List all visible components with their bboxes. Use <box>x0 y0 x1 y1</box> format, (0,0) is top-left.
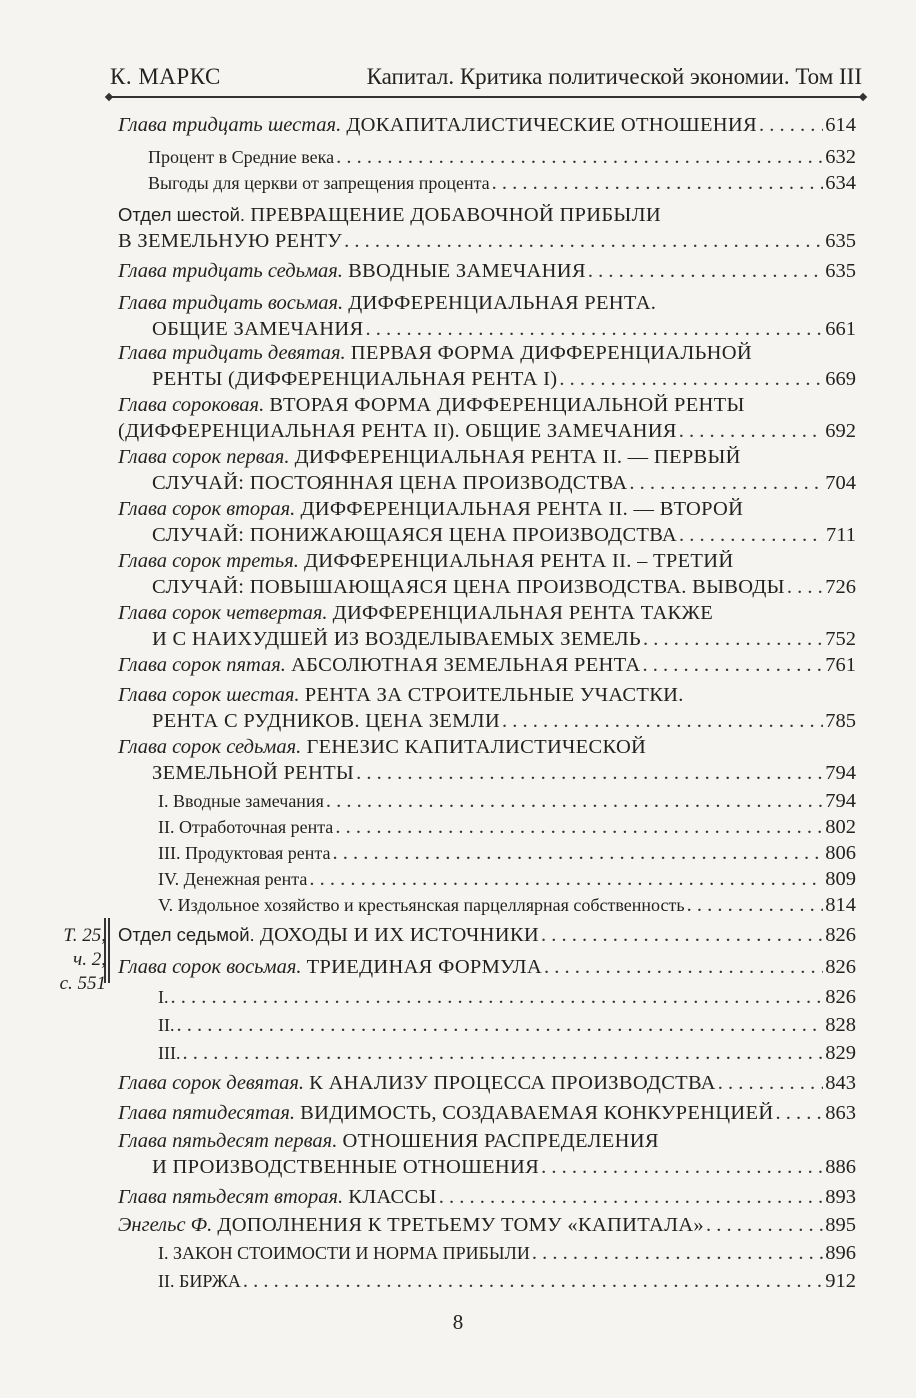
toc-entry-text: (ДИФФЕРЕНЦИАЛЬНАЯ РЕНТА II). ОБЩИЕ ЗАМЕЧАНИЯ <box>118 420 677 442</box>
toc-entry <box>158 984 856 1010</box>
toc-entry-title <box>118 548 733 574</box>
toc-entry-continuation <box>152 366 856 392</box>
toc-entry-text: ВИДИМОСТЬ, СОЗДАВАЕМАЯ КОНКУРЕНЦИЕЙ <box>300 1102 774 1124</box>
toc-entry-continuation <box>152 708 856 734</box>
toc-entry-title <box>158 984 169 1010</box>
margin-note-line: ч. 2, <box>73 949 106 970</box>
toc-entry-text: АБСОЛЮТНАЯ ЗЕМЕЛЬНАЯ РЕНТА <box>291 654 641 676</box>
toc-page-number: 826 <box>825 924 856 946</box>
toc-entry-text: СЛУЧАЙ: ПОВЫШАЮЩАЯСЯ ЦЕНА ПРОИЗВОДСТВА. ВЫВОДЫ <box>152 576 785 598</box>
dot-leader <box>365 316 823 342</box>
toc-entry-text: ДИФФЕРЕНЦИАЛЬНАЯ РЕНТА. <box>348 292 657 314</box>
toc-entry-continuation <box>152 626 856 652</box>
toc-entry-title <box>118 496 743 522</box>
toc-entry <box>118 1184 856 1210</box>
toc-page-number: 794 <box>825 762 856 784</box>
toc-page-number: 829 <box>825 1042 856 1064</box>
toc-entry-continuation <box>152 316 856 342</box>
toc-page-number: 711 <box>826 524 856 546</box>
toc-entry-text: РЕНТА С РУДНИКОВ. ЦЕНА ЗЕМЛИ <box>152 710 500 732</box>
toc-page-number: 826 <box>825 986 856 1008</box>
toc-entry-text: ПЕРВАЯ ФОРМА ДИФФЕРЕНЦИАЛЬНОЙ <box>350 342 752 364</box>
toc-entry-text: I. ЗАКОН СТОИМОСТИ И НОРМА ПРИБЫЛИ <box>158 1243 530 1263</box>
toc-entry-prefix: Глава сорок девятая. <box>118 1072 305 1094</box>
toc-page-number: 886 <box>825 1156 856 1178</box>
header-author: К. МАРКС <box>110 64 221 89</box>
toc-entry-text: II. БИРЖА <box>158 1271 241 1291</box>
toc-entry-title <box>158 814 333 840</box>
toc-entry-text: СЛУЧАЙ: ПОНИЖАЮЩАЯСЯ ЦЕНА ПРОИЗВОДСТВА <box>152 524 678 546</box>
toc-entry-title <box>118 652 641 678</box>
toc-entry-continuation <box>152 1154 856 1180</box>
dot-leader <box>344 228 823 254</box>
toc-entry-title <box>118 922 539 948</box>
toc-page-number: 669 <box>825 368 856 390</box>
dot-leader <box>532 1240 823 1266</box>
toc-entry-prefix: Глава сорок шестая. <box>118 684 300 706</box>
toc-entry <box>118 1128 856 1154</box>
dot-leader <box>775 1100 823 1126</box>
dot-leader <box>309 866 823 892</box>
margin-note-line: с. 551 <box>59 973 106 994</box>
toc-entry <box>118 444 856 470</box>
toc-entry-text: II. Отработочная рента <box>158 817 334 837</box>
dot-leader <box>182 1040 823 1066</box>
toc-page-number: 843 <box>825 1072 856 1094</box>
toc-entry-prefix: Глава сорок пятая. <box>118 654 286 676</box>
dot-leader <box>679 522 824 548</box>
dot-leader <box>787 574 823 600</box>
dot-leader <box>629 470 823 496</box>
dot-leader <box>356 760 823 786</box>
toc-entry <box>158 788 856 814</box>
toc-entry <box>158 1268 856 1294</box>
toc-page-number: 785 <box>825 710 856 732</box>
toc-entry <box>118 652 856 678</box>
toc-entry-continuation <box>118 418 856 444</box>
toc-page-number: 614 <box>825 114 856 136</box>
toc-entry-text: ГЕНЕЗИС КАПИТАЛИСТИЧЕСКОЙ <box>306 736 647 758</box>
toc-entry-text: РЕНТА ЗА СТРОИТЕЛЬНЫЕ УЧАСТКИ. <box>304 684 684 706</box>
toc-entry <box>118 1070 856 1096</box>
toc-entry <box>158 892 856 918</box>
toc-entry-title <box>118 682 684 708</box>
dot-leader <box>544 954 823 980</box>
toc-entry-title <box>118 1184 437 1210</box>
toc-entry-text: И ПРОИЗВОДСТВЕННЫЕ ОТНОШЕНИЯ <box>152 1156 540 1178</box>
toc-entry-prefix: Глава сорок вторая. <box>118 498 296 520</box>
toc-entry <box>158 1040 856 1066</box>
toc-entry-prefix: Глава сорок седьмая. <box>118 736 302 758</box>
toc-entry-prefix: Глава тридцать восьмая. <box>118 292 344 314</box>
toc-entry-title <box>118 734 646 760</box>
toc-page-number: 752 <box>825 628 856 650</box>
toc-entry <box>118 112 856 138</box>
toc-entry-prefix: Глава тридцать шестая. <box>118 114 342 136</box>
toc-entry-prefix: Глава сорок восьмая. <box>118 956 302 978</box>
toc-entry <box>118 496 856 522</box>
header-rule <box>108 96 864 98</box>
dot-leader <box>502 708 823 734</box>
toc-entry-text: IV. Денежная рента <box>158 869 308 889</box>
toc-page-number: 828 <box>825 1014 856 1036</box>
toc-entry-text: III. <box>158 1043 181 1063</box>
dot-leader <box>439 1184 824 1210</box>
toc-entry-title <box>118 1070 716 1096</box>
dot-leader <box>541 922 823 948</box>
toc-entry-text: I. Вводные замечания <box>158 791 324 811</box>
toc-entry-title <box>118 954 542 980</box>
toc-entry <box>158 1240 856 1266</box>
toc-entry-title <box>148 170 490 196</box>
running-header <box>110 62 862 92</box>
dot-leader <box>559 366 823 392</box>
toc-entry-text: III. Продуктовая рента <box>158 843 331 863</box>
toc-page-number: 634 <box>825 172 856 194</box>
dot-leader <box>336 144 823 170</box>
toc-entry-title <box>118 1100 773 1126</box>
toc-entry-text: I. <box>158 987 169 1007</box>
toc-entry-title <box>158 1268 241 1294</box>
toc-entry-prefix: Глава сорок третья. <box>118 550 299 572</box>
toc-page-number: 635 <box>825 230 856 252</box>
dot-leader <box>541 1154 823 1180</box>
dot-leader <box>759 112 823 138</box>
toc-page-number: 704 <box>825 472 856 494</box>
toc-entry-text: ОБЩИЕ ЗАМЕЧАНИЯ <box>152 318 364 340</box>
toc-entry-prefix: Глава сорок четвертая. <box>118 602 328 624</box>
toc-entry-text: ДИФФЕРЕНЦИАЛЬНАЯ РЕНТА II. — ВТОРОЙ <box>300 498 744 520</box>
dot-leader <box>492 170 824 196</box>
toc-entry-title <box>118 1128 659 1154</box>
toc-entry-text: V. Издольное хозяйство и крестьянская парцеллярная собственность <box>158 895 685 915</box>
toc-entry-continuation <box>152 522 856 548</box>
toc-page-number: 661 <box>825 318 856 340</box>
toc-entry <box>118 548 856 574</box>
toc-entry-text: ПРЕВРАЩЕНИЕ ДОБАВОЧНОЙ ПРИБЫЛИ <box>250 204 661 226</box>
toc-entry-text: В ЗЕМЕЛЬНУЮ РЕНТУ <box>118 230 343 252</box>
toc-entry-prefix: Отдел седьмой. <box>118 924 255 945</box>
toc-entry-prefix: Глава пятьдесят первая. <box>118 1130 338 1152</box>
toc-page-number: 809 <box>825 868 856 890</box>
toc-entry-title <box>158 892 685 918</box>
dot-leader <box>333 840 824 866</box>
toc-entry-prefix: Отдел шестой. <box>118 204 246 225</box>
toc-entry-text: ДОПОЛНЕНИЯ К ТРЕТЬЕМУ ТОМУ «КАПИТАЛА» <box>217 1214 704 1236</box>
toc-page-number: 826 <box>825 956 856 978</box>
dot-leader <box>335 814 823 840</box>
toc-entry <box>118 340 856 366</box>
dot-leader <box>643 652 824 678</box>
dot-leader <box>706 1212 823 1238</box>
toc-entry-text: Процент в Средние века <box>148 147 335 167</box>
toc-entry-title <box>118 258 586 284</box>
toc-page-number: 806 <box>825 842 856 864</box>
toc-entry <box>118 392 856 418</box>
toc-entry-title <box>118 600 713 626</box>
toc-page-number: 632 <box>825 146 856 168</box>
toc-entry-text: КЛАССЫ <box>348 1186 437 1208</box>
toc-entry <box>118 682 856 708</box>
margin-bar <box>108 918 110 983</box>
toc-entry-continuation <box>152 760 856 786</box>
toc-entry-title <box>158 840 331 866</box>
toc-entry-prefix: Глава пятьдесят вторая. <box>118 1186 344 1208</box>
toc-page-number: 761 <box>825 654 856 676</box>
dot-leader <box>243 1268 823 1294</box>
toc-entry-text: К АНАЛИЗУ ПРОЦЕССА ПРОИЗВОДСТВА <box>309 1072 716 1094</box>
dot-leader <box>718 1070 823 1096</box>
toc-entry-text: ВВОДНЫЕ ЗАМЕЧАНИЯ <box>348 260 586 282</box>
toc-entry-title <box>118 340 752 366</box>
toc-entry <box>148 144 856 170</box>
toc-entry <box>118 600 856 626</box>
toc-entry <box>118 290 856 316</box>
toc-entry-text: ЗЕМЕЛЬНОЙ РЕНТЫ <box>152 762 355 784</box>
toc-entry-title <box>158 1040 180 1066</box>
toc-entry-text: ДОКАПИТАЛИСТИЧЕСКИЕ ОТНОШЕНИЯ <box>346 114 757 136</box>
toc-entry-title <box>118 202 661 228</box>
toc-entry-text: ТРИЕДИНАЯ ФОРМУЛА <box>306 956 542 978</box>
toc-page-number: 814 <box>825 894 856 916</box>
toc-entry-prefix: Глава сороковая. <box>118 394 265 416</box>
toc-page-number: 692 <box>825 420 856 442</box>
toc-entry-title <box>118 112 757 138</box>
toc-entry <box>158 1012 856 1038</box>
dot-leader <box>643 626 823 652</box>
toc-entry-continuation <box>118 228 856 254</box>
toc-entry-title <box>118 1212 704 1238</box>
margin-note-line: Т. 25, <box>63 925 106 946</box>
toc-entry-title <box>158 1240 530 1266</box>
dot-leader <box>679 418 823 444</box>
toc-entry <box>118 734 856 760</box>
dot-leader <box>687 892 824 918</box>
toc-entry <box>158 840 856 866</box>
toc-page-number: 794 <box>825 790 856 812</box>
page-number: 8 <box>452 1310 464 1334</box>
toc-entry <box>148 170 856 196</box>
toc-entry-text: Выгоды для церкви от запрещения процента <box>148 173 490 193</box>
dot-leader <box>177 1012 824 1038</box>
toc-entry-text: ДИФФЕРЕНЦИАЛЬНАЯ РЕНТА II. – ТРЕТИЙ <box>304 550 734 572</box>
toc-page-number: 896 <box>825 1242 856 1264</box>
dot-leader <box>326 788 823 814</box>
toc-entry-text: ДОХОДЫ И ИХ ИСТОЧНИКИ <box>259 924 539 946</box>
header-title: Капитал. Критика политической экономии. Том III <box>366 64 862 89</box>
toc-entry <box>118 202 856 228</box>
toc-entry-prefix: Глава тридцать девятая. <box>118 342 346 364</box>
toc-entry <box>158 866 856 892</box>
toc-entry <box>118 1212 856 1238</box>
toc-entry-text: ДИФФЕРЕНЦИАЛЬНАЯ РЕНТА ТАКЖЕ <box>332 602 714 624</box>
toc-page-number: 863 <box>825 1102 856 1124</box>
toc-entry-title <box>158 1012 175 1038</box>
toc-entry <box>158 814 856 840</box>
toc-entry <box>118 954 856 980</box>
toc-page-number: 893 <box>825 1186 856 1208</box>
toc-entry-title <box>148 144 334 170</box>
toc-entry-title <box>118 444 741 470</box>
toc-entry-text: II. <box>158 1015 175 1035</box>
toc-entry-text: И С НАИХУДШЕЙ ИЗ ВОЗДЕЛЫВАЕМЫХ ЗЕМЕЛЬ <box>152 628 642 650</box>
toc-entry-text: РЕНТЫ (ДИФФЕРЕНЦИАЛЬНАЯ РЕНТА I) <box>152 368 558 390</box>
toc-entry-text: ОТНОШЕНИЯ РАСПРЕДЕЛЕНИЯ <box>342 1130 659 1152</box>
dot-leader <box>171 984 824 1010</box>
toc-entry-prefix: Глава сорок первая. <box>118 446 290 468</box>
toc-page-number: 895 <box>825 1214 856 1236</box>
toc-entry-title <box>158 788 324 814</box>
toc-entry-prefix: Энгельс Ф. <box>118 1214 213 1236</box>
toc-entry-prefix: Глава тридцать седьмая. <box>118 260 343 282</box>
toc-entry <box>118 922 856 948</box>
toc-entry-text: ДИФФЕРЕНЦИАЛЬНАЯ РЕНТА II. — ПЕРВЫЙ <box>294 446 741 468</box>
toc-entry-text: СЛУЧАЙ: ПОСТОЯННАЯ ЦЕНА ПРОИЗВОДСТВА <box>152 472 628 494</box>
toc-entry-title <box>118 392 745 418</box>
toc-page-number: 726 <box>825 576 856 598</box>
toc-entry-text: ВТОРАЯ ФОРМА ДИФФЕРЕНЦИАЛЬНОЙ РЕНТЫ <box>269 394 745 416</box>
toc-entry <box>118 258 856 284</box>
toc-entry-prefix: Глава пятидесятая. <box>118 1102 296 1124</box>
margin-note <box>52 924 106 996</box>
toc-entry-title <box>158 866 307 892</box>
toc-page-number: 912 <box>825 1270 856 1292</box>
toc-page-number: 802 <box>825 816 856 838</box>
dot-leader <box>588 258 823 284</box>
toc-entry-continuation <box>152 470 856 496</box>
toc-entry <box>118 1100 856 1126</box>
toc-entry-continuation <box>152 574 856 600</box>
toc-page-number: 635 <box>825 260 856 282</box>
toc-entry-title <box>118 290 656 316</box>
